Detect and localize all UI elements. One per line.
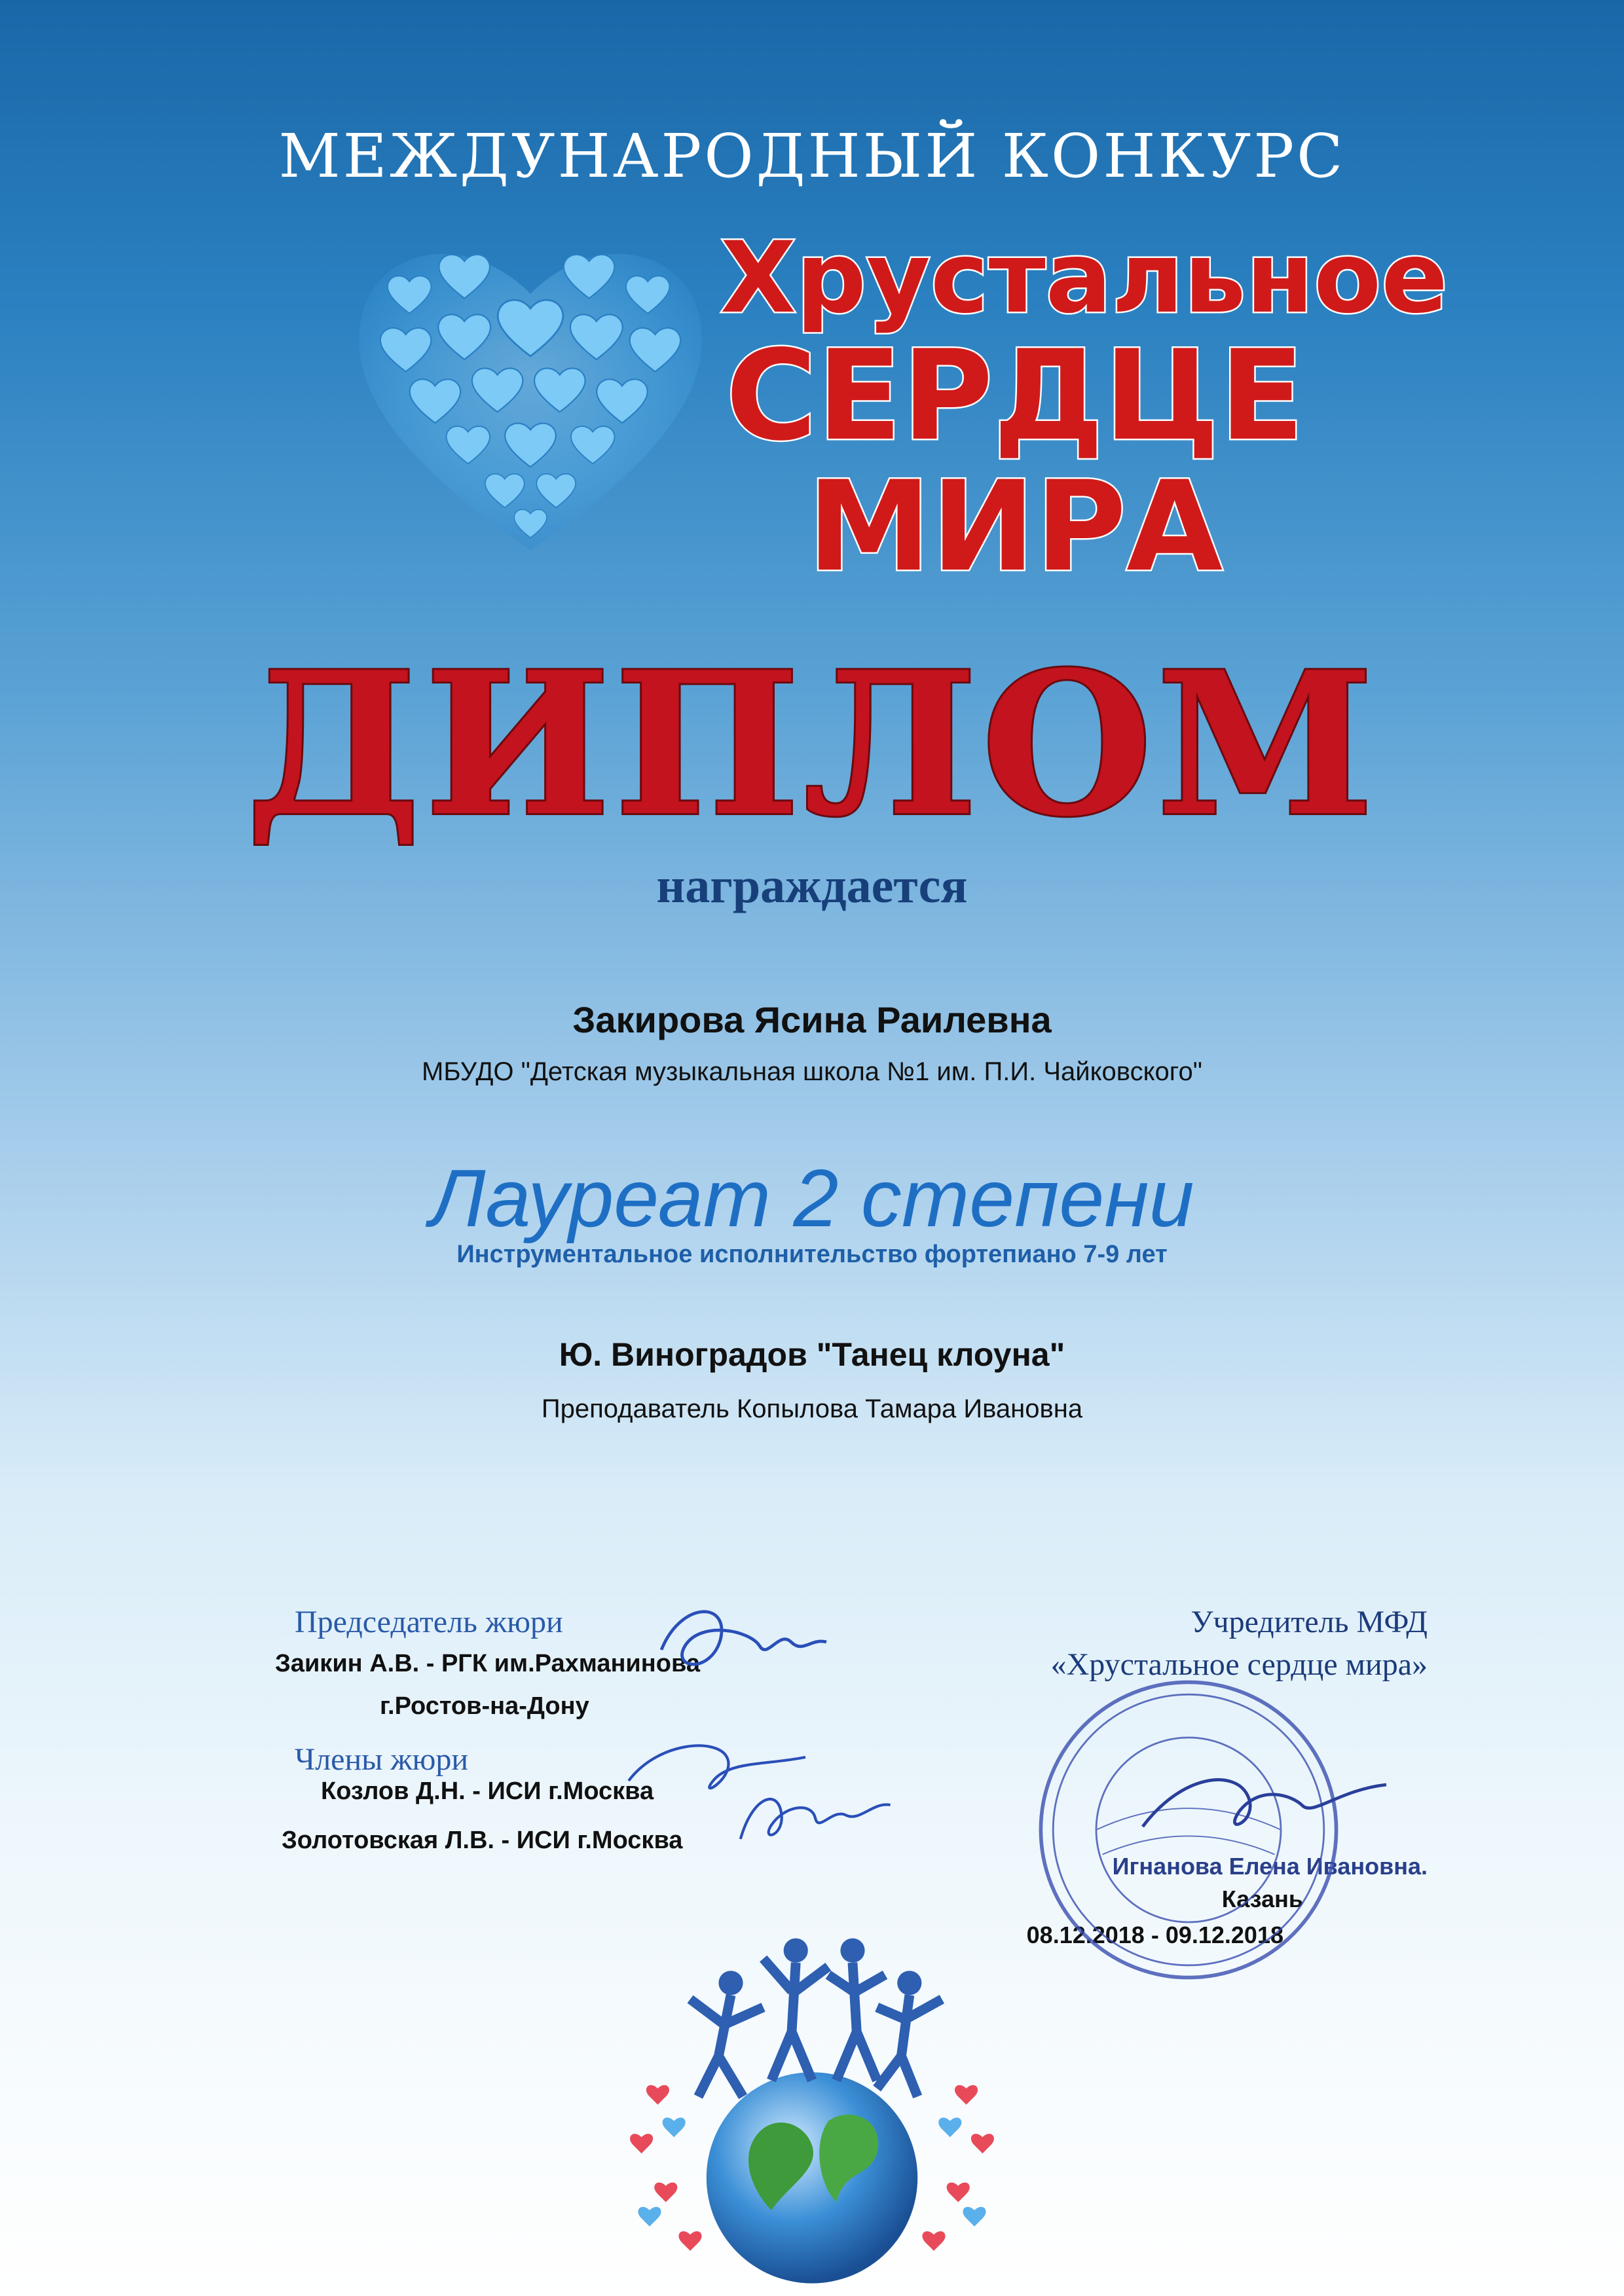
founder-city: Казань xyxy=(1221,1886,1303,1912)
jury-chair-label: Председатель жюри xyxy=(295,1605,563,1639)
performed-piece: Ю. Виноградов "Танец клоуна" xyxy=(559,1336,1065,1373)
teacher-name: Преподаватель Копылова Тамара Ивановна xyxy=(541,1394,1083,1423)
founder-org: «Хрустальное сердце мира» xyxy=(1050,1647,1428,1682)
founder-signature-icon xyxy=(1113,1748,1408,1853)
jury-chair-city: г.Ростов-на-Дону xyxy=(380,1692,589,1720)
jury-chair-name: Заикин А.В. - РГК им.Рахманинова xyxy=(275,1650,700,1677)
school-name: МБУДО "Детская музыкальная школа №1 им. П.И. Чайковского" xyxy=(422,1057,1202,1086)
brand-title xyxy=(720,221,1449,599)
heart-logo-icon xyxy=(347,223,714,563)
brand-line-1: Хрустальное xyxy=(720,221,1449,335)
awarded-label: награждается xyxy=(656,858,968,913)
brand-line-3: МИРА xyxy=(807,454,1223,599)
founder-name: Игнанова Елена Ивановна. xyxy=(1112,1853,1428,1880)
founder-dates: 08.12.2018 - 09.12.2018 xyxy=(1026,1922,1283,1948)
award-title: Лауреат 2 степени xyxy=(430,1154,1194,1244)
jury-member-1: Козлов Д.Н. - ИСИ г.Москва xyxy=(321,1777,654,1805)
globe-dancers-logo-icon xyxy=(609,1886,1015,2291)
jury-members-label: Члены жюри xyxy=(295,1742,469,1777)
diploma-title: ДИПЛОМ xyxy=(246,629,1378,860)
member2-signature-icon xyxy=(727,1768,897,1859)
chair-signature-icon xyxy=(642,1591,838,1689)
recipient-name: Закирова Ясина Раилевна xyxy=(572,999,1052,1040)
brand-line-2: СЕРДЦЕ xyxy=(726,323,1304,468)
award-category: Инструментальное исполнительство фортепиано 7-9 лет xyxy=(456,1241,1168,1268)
founder-label: Учредитель МФД xyxy=(1190,1605,1428,1639)
contest-label: МЕЖДУНАРОДНЫЙ КОНКУРС xyxy=(278,121,1346,191)
jury-member-2: Золотовская Л.В. - ИСИ г.Москва xyxy=(282,1827,683,1854)
